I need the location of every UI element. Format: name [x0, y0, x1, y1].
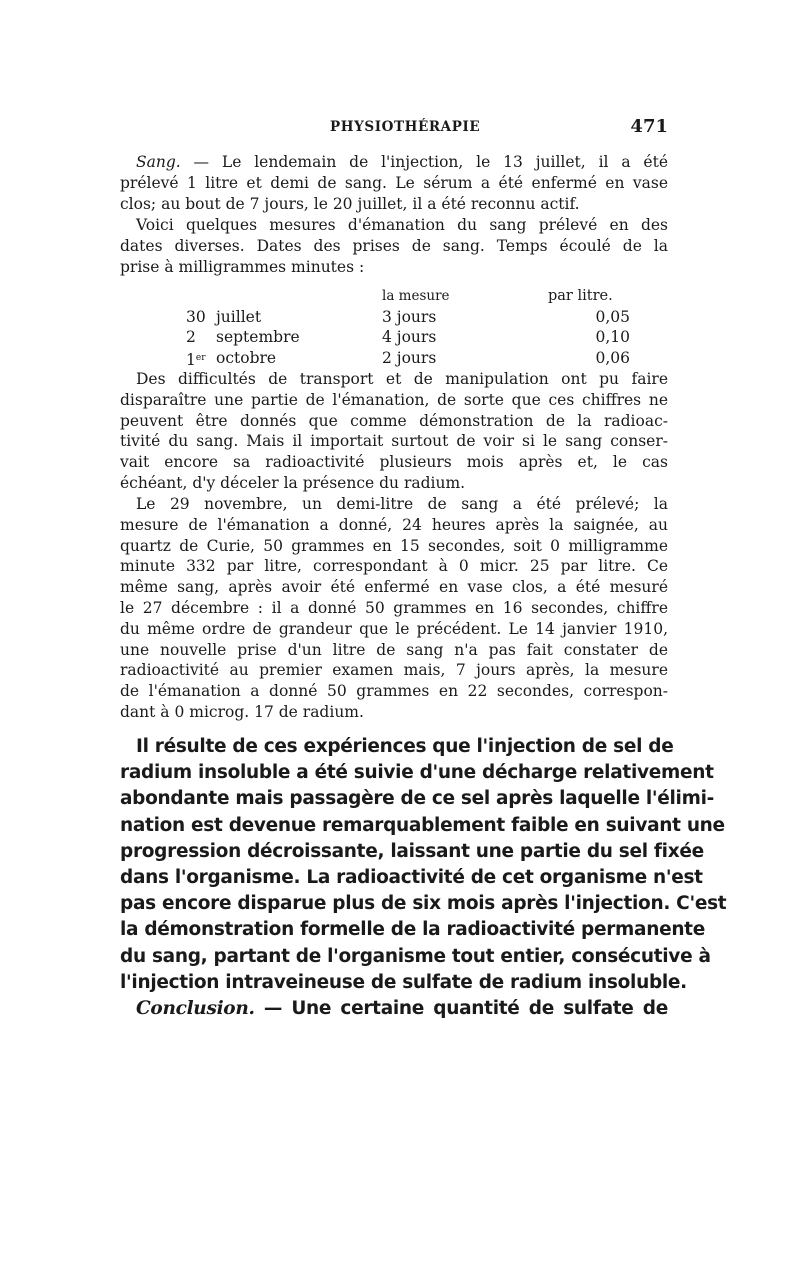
- text-line: radioactivité au premier examen mais, 7 jours après, la mesure: [120, 661, 668, 680]
- text-line: clos; au bout de 7 jours, le 20 juillet, il a été reconnu actif.: [120, 194, 580, 213]
- table-row: [120, 307, 668, 328]
- paragraph-november: [120, 494, 668, 723]
- cell-month: juillet: [216, 307, 262, 326]
- text-line: du sang, partant de l'organisme tout entier, consécutive à: [120, 945, 711, 967]
- text-line: abondante mais passagère de ce sel après laquelle l'élimi-: [120, 788, 714, 810]
- text-line: de l'émanation a donné 50 grammes en 22 secondes, correspon-: [120, 682, 668, 701]
- text-line: tivité du sang. Mais il importait surtout de voir si le sang conser-: [120, 432, 668, 451]
- text-line: mesure de l'émanation a donné, 24 heures après la saignée, au: [120, 515, 668, 534]
- text-line: l'injection intraveineuse de sulfate de radium insoluble.: [120, 971, 687, 993]
- cell-value: 0,10: [595, 328, 630, 346]
- text-line: Il résulte de ces expériences que l'injection de sel de: [136, 736, 674, 757]
- text-line: du même ordre de grandeur que le précédent. Le 14 janvier 1910,: [120, 619, 668, 638]
- text-line: la démonstration formelle de la radioactivité permanente: [120, 919, 705, 941]
- text-line: Voici quelques mesures d'émanation du sang prélevé en des: [136, 216, 668, 234]
- text-line: radium insoluble a été suivie d'une décharge relativement: [120, 762, 714, 784]
- text-line: peuvent être donnés que comme démonstration de la radioac-: [120, 411, 668, 430]
- text-line: dans l'organisme. La radioactivité de cet organisme n'est: [120, 867, 703, 889]
- page-number: 471: [630, 116, 668, 137]
- column-header: par litre.: [548, 288, 613, 304]
- text-line: progression décroissante, laissant une partie du sel fixée: [120, 840, 704, 862]
- cell-day: 1er: [186, 350, 206, 369]
- page-header: [120, 116, 668, 140]
- text-line: le 27 décembre : il a donné 50 grammes en 16 secondes, chiffre: [120, 598, 668, 617]
- paragraph-measures-intro: [120, 215, 668, 277]
- paragraph-label: Sang.: [136, 153, 181, 171]
- cell-value: 0,05: [595, 307, 630, 326]
- cell-elapsed: 2 jours: [382, 348, 437, 367]
- paragraph-result: [120, 734, 727, 1022]
- table-header-row: [120, 286, 668, 307]
- paragraph-label: Conclusion.: [136, 998, 255, 1020]
- paragraph-difficulties: [120, 369, 668, 494]
- text-line: prélevé 1 litre et demi de sang. Le sérum a été enfermé en vase: [120, 173, 668, 192]
- text-line: vait encore sa radioactivité plusieurs mois après et, le cas: [120, 453, 668, 472]
- text-line: pas encore disparue plus de six mois après l'injection. C'est: [120, 893, 727, 915]
- cell-value: 0,06: [595, 348, 630, 367]
- cell-elapsed: 3 jours: [382, 307, 437, 326]
- cell-day: 30: [186, 307, 206, 326]
- cell-month: octobre: [216, 348, 277, 367]
- text-line: prise à milligrammes minutes :: [120, 257, 365, 276]
- text-line: Sang. — Le lendemain de l'injection, le 13 juillet, il a été: [136, 153, 668, 171]
- column-header: la mesure: [382, 288, 450, 304]
- cell-day: 2: [186, 328, 196, 346]
- running-head: PHYSIOTHÉRAPIE: [330, 119, 481, 135]
- text-line: disparaître une partie de l'émanation, de sorte que ces chiffres ne: [120, 390, 668, 409]
- text-line: une nouvelle prise d'un litre de sang n'a pas fait constater de: [120, 640, 668, 659]
- cell-month: septembre: [216, 328, 300, 346]
- cell-elapsed: 4 jours: [382, 328, 437, 346]
- text-line: dates diverses. Dates des prises de sang. Temps écoulé de la: [120, 236, 668, 255]
- text-line: Le 29 novembre, un demi-litre de sang a été prélevé; la: [136, 495, 668, 513]
- text-line: Conclusion. — Une certaine quantité de sulfate de: [136, 998, 668, 1020]
- text-line: quartz de Curie, 50 grammes en 15 secondes, soit 0 milligramme: [120, 536, 668, 555]
- text-line: minute 332 par litre, correspondant à 0 micr. 25 par litre. Ce: [120, 557, 668, 576]
- table-row: [120, 348, 668, 369]
- text-line: Des difficultés de transport et de manipulation ont pu faire: [136, 370, 668, 388]
- measurement-table: [120, 286, 668, 368]
- text-line: dant à 0 microg. 17 de radium.: [120, 702, 364, 721]
- text-line: échéant, d'y déceler la présence du radium.: [120, 473, 466, 492]
- table-row: [120, 327, 668, 348]
- text-line: nation est devenue remarquablement faible en suivant une: [120, 814, 725, 836]
- paragraph-sang: [120, 152, 668, 214]
- text-line: même sang, après avoir été enfermé en vase clos, a été mesuré: [120, 578, 668, 597]
